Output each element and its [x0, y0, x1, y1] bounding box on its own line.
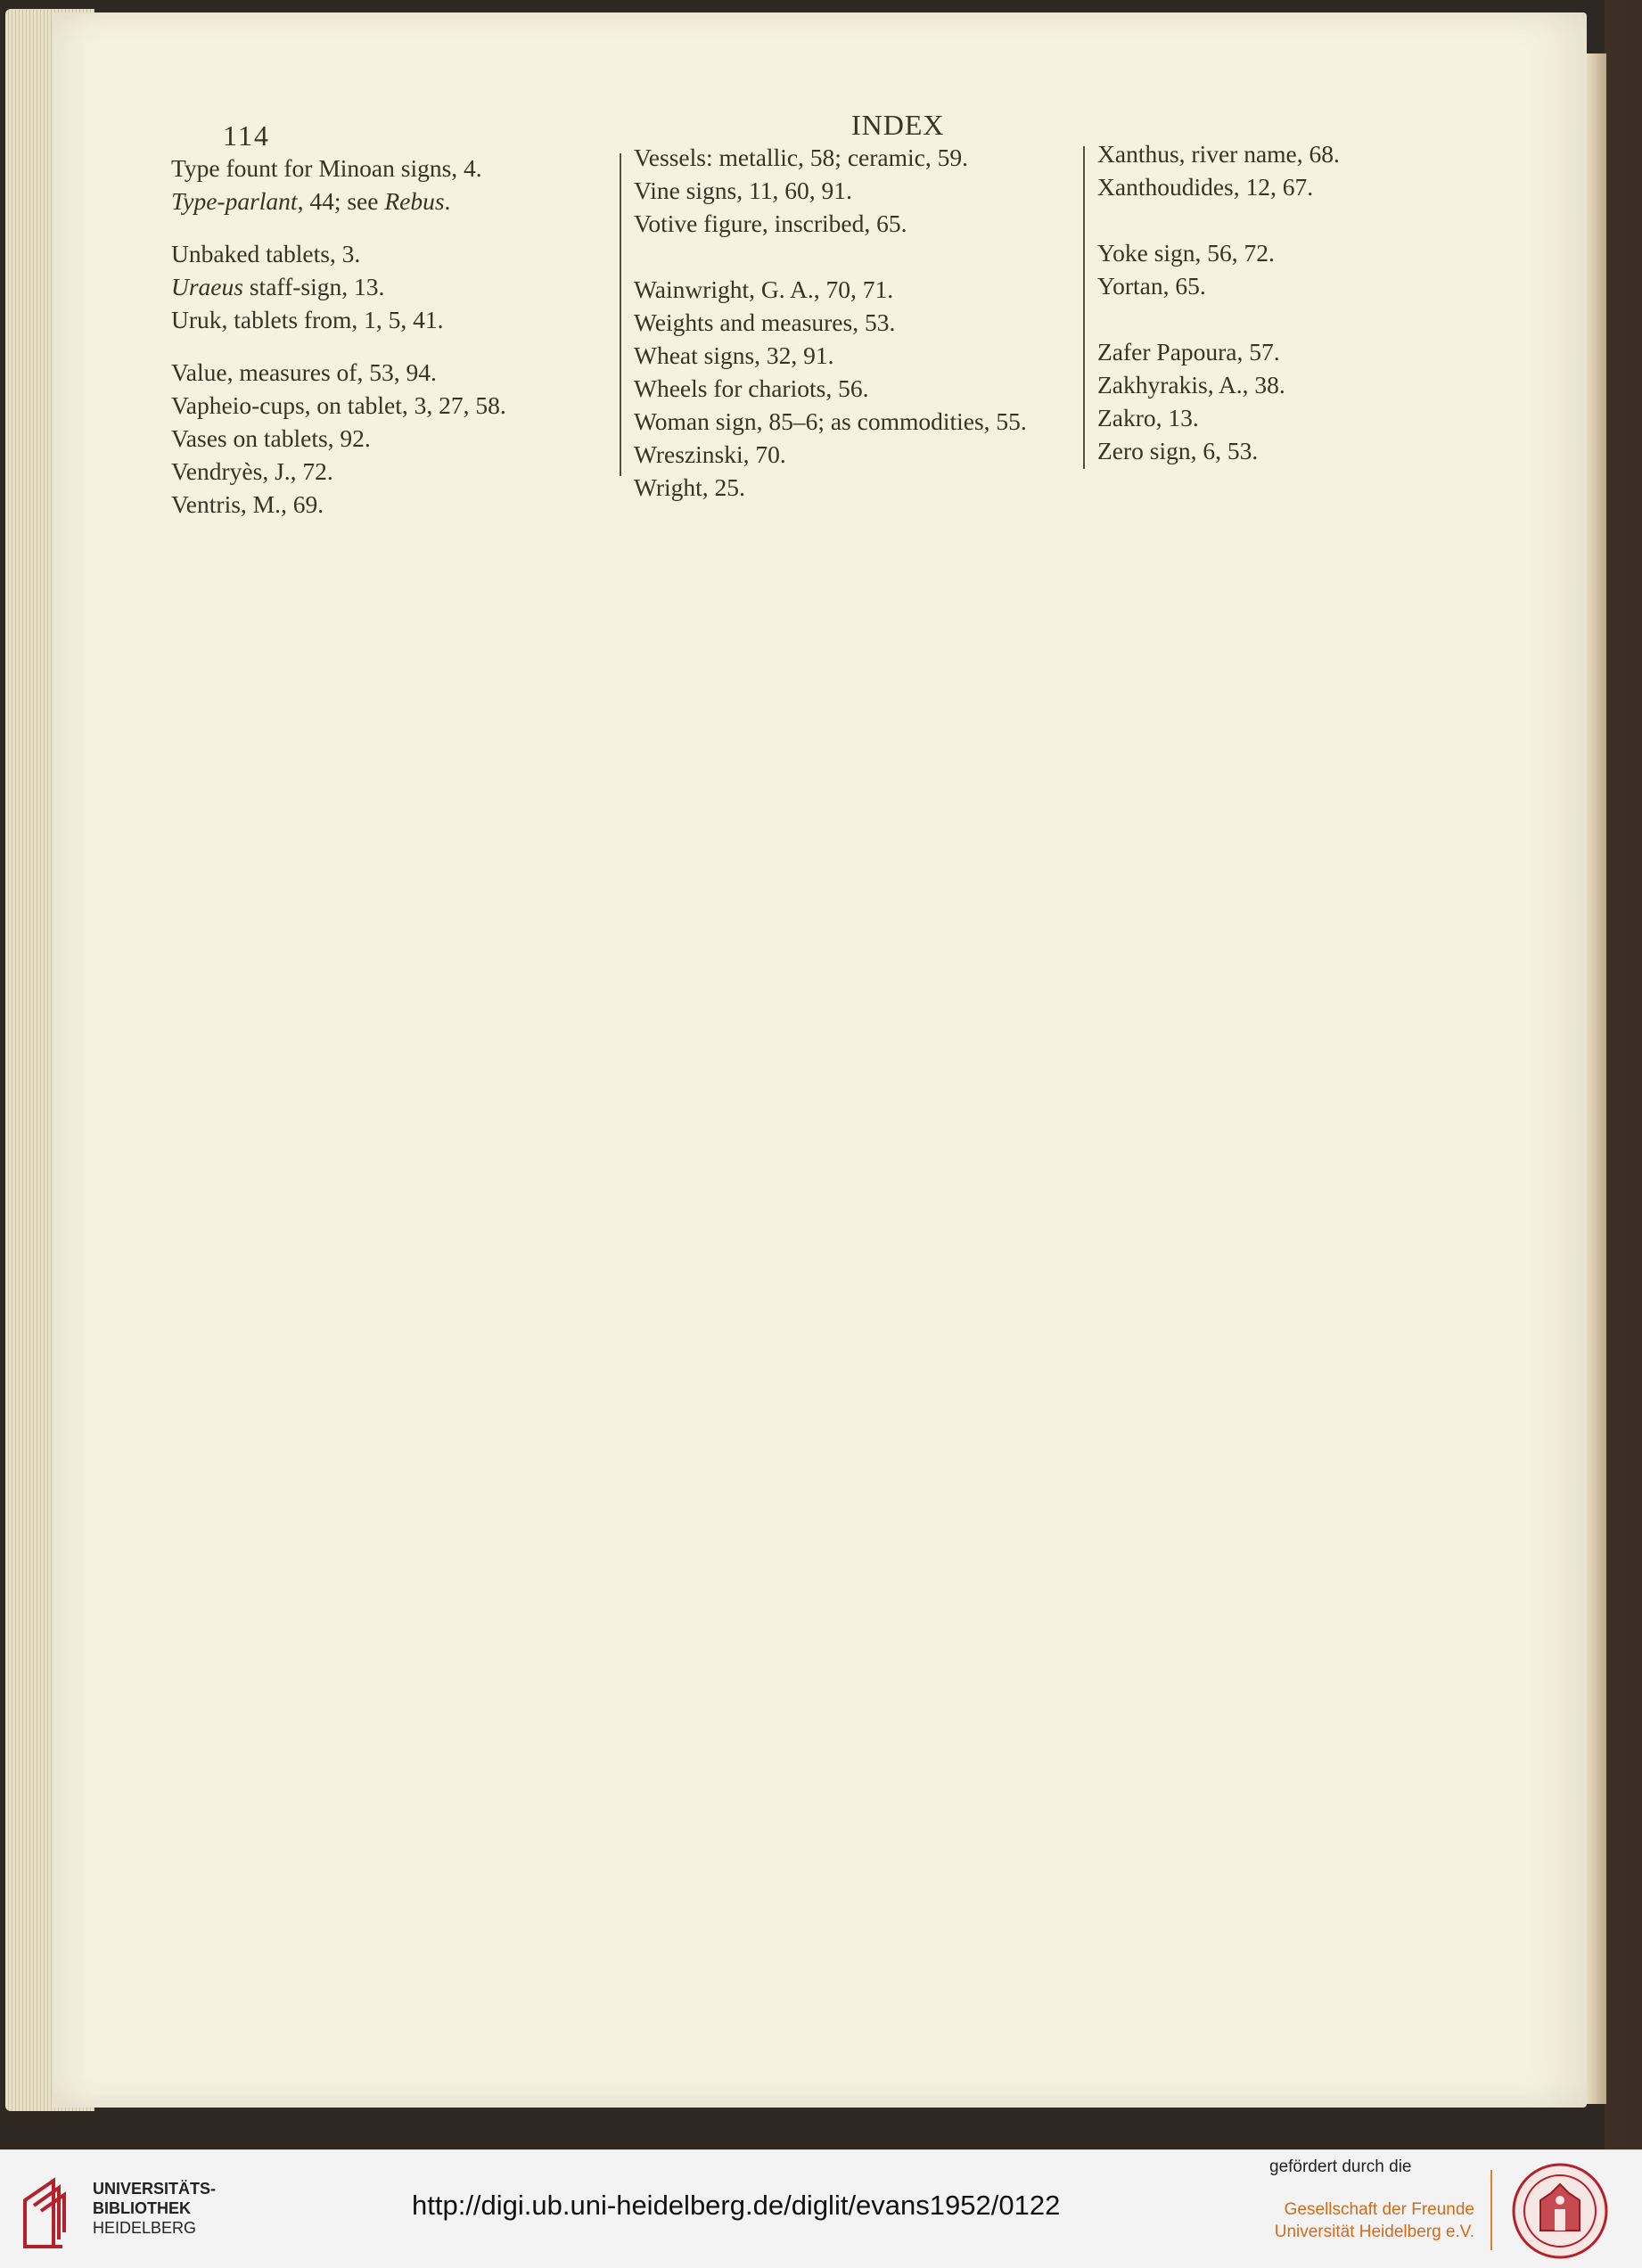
index-entry: Votive figure, inscribed, 65. [634, 210, 907, 237]
index-entry: Type fount for Minoan signs, 4. [171, 154, 482, 182]
index-entry: Weights and measures, 53. [634, 308, 896, 336]
index-entry: Wainwright, G. A., 70, 71. [634, 275, 894, 303]
sponsor-name[interactable]: Gesellschaft der Freunde Universität Heidelberg e.V. [1274, 2200, 1474, 2241]
index-entry: Wreszinski, 70. [634, 440, 786, 468]
index-entry: Vendryès, J., 72. [171, 457, 333, 485]
index-entry: Uruk, tablets from, 1, 5, 41. [171, 306, 444, 333]
spacer [634, 240, 1027, 273]
italic-term: Rebus [384, 187, 445, 215]
permalink-url[interactable]: http://digi.ub.uni-heidelberg.de/diglit/evans1952/0122 [412, 2190, 1061, 2221]
index-entry: Woman sign, 85–6; as commodities, 55. [634, 407, 1027, 435]
index-entry: Vapheio-cups, on tablet, 3, 27, 58. [171, 391, 506, 419]
index-entry: Xanthoudides, 12, 67. [1097, 173, 1314, 201]
index-column-3 [1097, 137, 1340, 467]
column-rule [620, 153, 621, 476]
index-entry: Zero sign, 6, 53. [1097, 437, 1259, 464]
index-entry: Wheels for chariots, 56. [634, 374, 869, 402]
index-entry: Ventris, M., 69. [171, 490, 324, 518]
index-column-2 [634, 141, 1027, 504]
library-name: UNIVERSITÄTS- BIBLIOTHEK HEIDELBERG [93, 2180, 217, 2237]
italic-term: Type-parlant [171, 187, 298, 215]
index-entry: Xanthus, river name, 68. [1097, 140, 1340, 168]
page-number: 114 [223, 119, 270, 152]
spacer [1097, 302, 1340, 335]
index-entry: Wright, 25. [634, 473, 745, 501]
funded-by-label: gefördert durch die [1269, 2157, 1412, 2176]
index-entry: Zafer Papoura, 57. [1097, 338, 1280, 366]
index-entry: Type-parlant, 44; see Rebus. [171, 187, 451, 215]
library-logo-icon [18, 2165, 80, 2254]
spacer [171, 218, 506, 237]
index-entry: Vine signs, 11, 60, 91. [634, 177, 852, 204]
index-entry: Wheat signs, 32, 91. [634, 341, 834, 369]
column-rule [1083, 146, 1085, 469]
spacer [171, 336, 506, 356]
index-entry: Yortan, 65. [1097, 272, 1206, 300]
index-entry: Yoke sign, 56, 72. [1097, 239, 1275, 267]
index-entry: Unbaked tablets, 3. [171, 240, 361, 267]
italic-term: Uraeus [171, 273, 243, 300]
footer-divider [1490, 2170, 1492, 2250]
university-seal-icon [1510, 2161, 1610, 2261]
index-entry: Value, measures of, 53, 94. [171, 358, 437, 386]
index-entry: Vessels: metallic, 58; ceramic, 59. [634, 144, 968, 171]
footer-bar [0, 2149, 1642, 2268]
index-entry: Zakro, 13. [1097, 404, 1199, 431]
spacer [1097, 203, 1340, 236]
index-entry: Uraeus staff-sign, 13. [171, 273, 385, 300]
index-column-1 [171, 152, 506, 521]
right-page-edge [1587, 53, 1606, 2104]
running-head: INDEX [851, 109, 945, 141]
book-page [53, 12, 1587, 2108]
index-entry: Zakhyrakis, A., 38. [1097, 371, 1285, 399]
index-entry: Vases on tablets, 92. [171, 424, 371, 452]
